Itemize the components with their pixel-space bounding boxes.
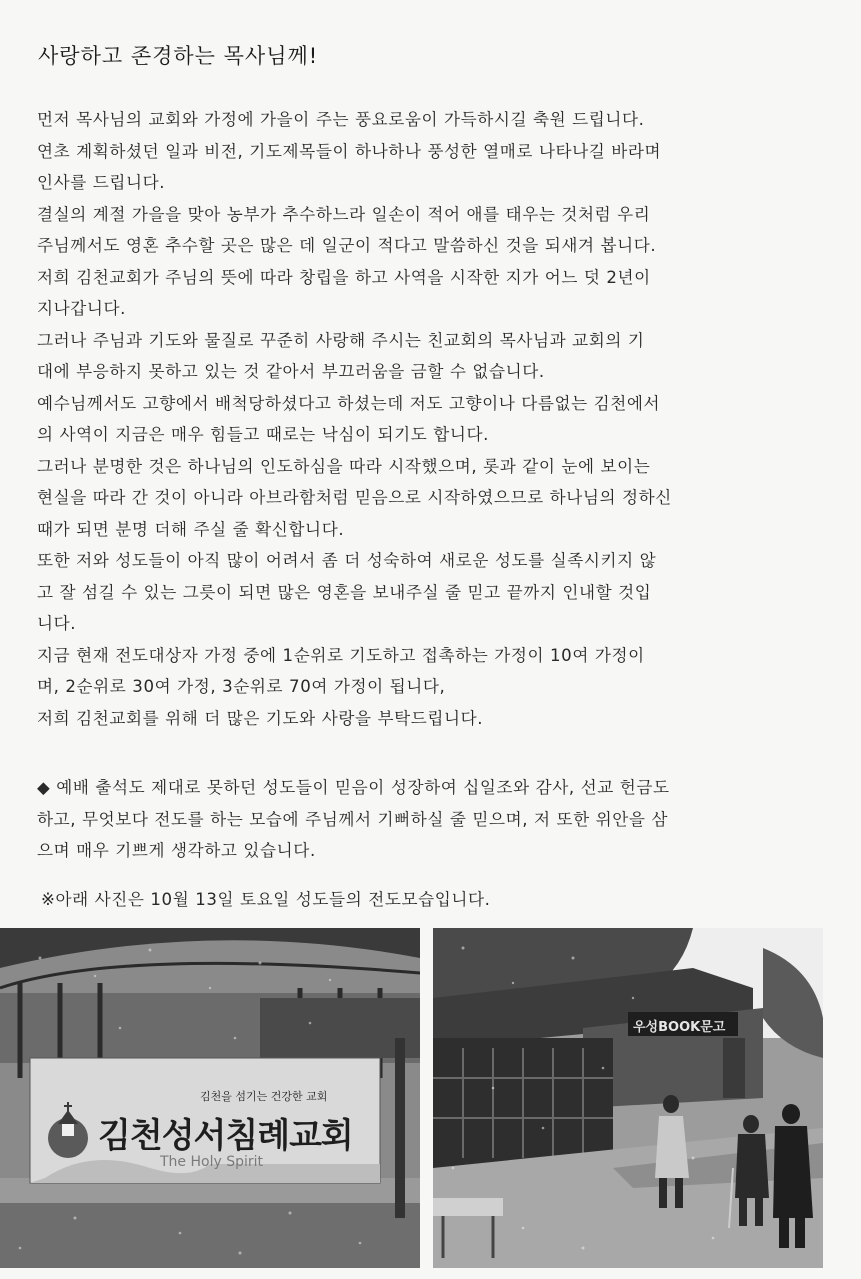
banner-title: 김천성서침례교회 (98, 1116, 353, 1156)
letter-line: 저희 김천교회가 주님의 뜻에 따라 창립을 하고 사역을 시작한 지가 어느 덧 2년이 (37, 267, 651, 287)
letter-title: 사랑하고 존경하는 목사님께! (38, 44, 319, 68)
paragraph-gap (37, 734, 827, 772)
letter-line: 현실을 따라 간 것이 아니라 아브라함처럼 믿음으로 시작하였으므로 하나님의 정하신 (37, 488, 672, 507)
banner-motto: The Holy Spirit (160, 1154, 264, 1170)
letter-line: 먼저 목사님의 교회와 가정에 가을이 주는 풍요로움이 가득하시길 축원 드립니다. (37, 110, 645, 129)
closing-line: 으며 매우 기쁘게 생각하고 있습니다. (37, 841, 316, 860)
shop-sign-text: 우성BOOK문고 (633, 1020, 726, 1035)
letter-line: 결실의 계절 가을을 맞아 농부가 추수하느라 일손이 적어 애를 태우는 것처럼 우리 (37, 204, 651, 224)
letter-line: 지나갑니다. (37, 299, 127, 318)
banner-subtitle: 김천을 섬기는 건강한 교회 (200, 1090, 328, 1103)
letter-line: 대에 부응하지 못하고 있는 것 같아서 부끄러움을 금할 수 없습니다. (37, 362, 545, 381)
page-margin (823, 928, 861, 1268)
letter-line: 지금 현재 전도대상자 가정 중에 1순위로 기도하고 접촉하는 가정이 10여 가정이 (37, 645, 645, 665)
letter-line: 고 잘 섬길 수 있는 그릇이 되면 많은 영혼을 보내주실 줄 믿고 끝까지 인내할 것입 (37, 582, 652, 602)
closing-line: ◆ 예배 출석도 제대로 못하던 성도들이 믿음이 성장하여 십일조와 감사, 선교 헌금도 (37, 778, 670, 797)
photo-caption: ※아래 사진은 10월 13일 토요일 성도들의 전도모습입니다. (41, 890, 491, 909)
photo-church-banner (0, 928, 420, 1268)
letter-line: 주님께서도 영혼 추수할 곳은 많은 데 일군이 적다고 말씀하신 것을 되새겨 봅니다. (37, 236, 657, 255)
letter-line: 며, 2순위로 30여 가정, 3순위로 70여 가정이 됩니다, (37, 677, 446, 696)
letter-line: 때가 되면 분명 더해 주실 줄 확신합니다. (37, 519, 345, 539)
letter-line: 저희 김천교회를 위해 더 많은 기도와 사랑을 부탁드립니다. (37, 708, 484, 728)
photo-street-evangelism (433, 928, 823, 1268)
letter-line: 연초 계획하셨던 일과 비전, 기도제목들이 하나하나 풍성한 열매로 나타나길 바라며 (37, 141, 662, 161)
closing-line: 하고, 무엇보다 전도를 하는 모습에 주님께서 기뻐하실 줄 믿으며, 저 또한 위안을 삼 (37, 809, 669, 829)
letter-line: 예수님께서도 고향에서 배척당하셨다고 하셨는데 저도 고향이나 다름없는 김천에서 (37, 393, 661, 413)
letter-body (37, 104, 827, 867)
letter-line: 의 사역이 지금은 매우 힘들고 때로는 낙심이 되기도 합니다. (37, 425, 489, 444)
letter-line: 니다. (37, 614, 77, 633)
letter-line: 그러나 분명한 것은 하나님의 인도하심을 따라 시작했으며, 롯과 같이 눈에 보이는 (37, 456, 651, 476)
street-photo-illustration (433, 928, 823, 1268)
letter-line: 또한 저와 성도들이 아직 많이 어려서 좀 더 성숙하여 새로운 성도를 실족시키지 않 (37, 551, 657, 570)
letter-line: 그러나 주님과 기도와 물질로 꾸준히 사랑해 주시는 친교회의 목사님과 교회의 기 (37, 330, 645, 350)
letter-line: 인사를 드립니다. (37, 173, 166, 192)
